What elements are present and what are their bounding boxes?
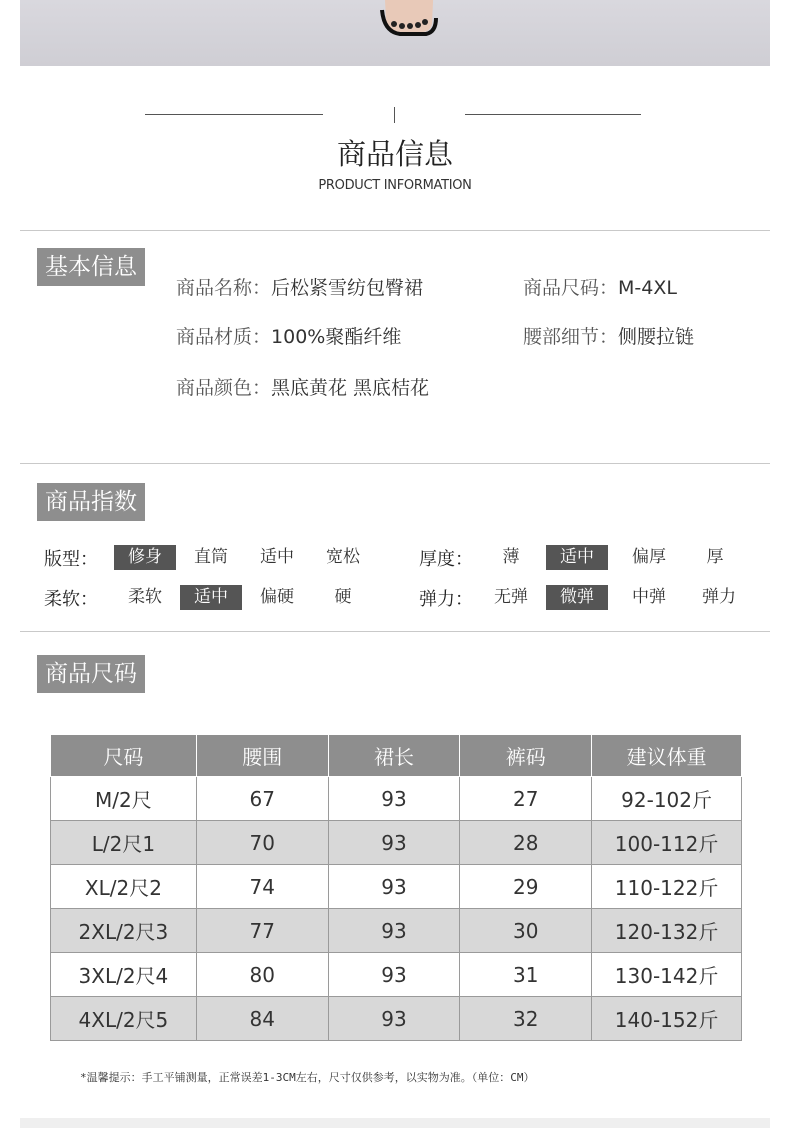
- index-option: 硬: [334, 587, 352, 607]
- size-table: [50, 734, 742, 1041]
- section-subtitle: PRODUCT INFORMATION: [318, 178, 472, 193]
- table-header-cell: 腰围: [196, 735, 328, 777]
- table-cell: 93: [328, 865, 460, 909]
- info-label: 商品材质：: [176, 326, 272, 348]
- table-row: [51, 909, 742, 953]
- info-label: 商品颜色：: [176, 377, 272, 399]
- table-cell: 93: [328, 777, 460, 821]
- index-option: 偏厚: [632, 547, 666, 567]
- table-cell: 4XL/2尺5: [51, 997, 197, 1041]
- info-label: 商品名称：: [176, 277, 272, 299]
- divider: [20, 230, 770, 231]
- table-header-cell: 裤码: [460, 735, 592, 777]
- table-cell: 92-102斤: [592, 777, 742, 821]
- index-option: 弹力: [702, 587, 736, 607]
- info-name: [176, 273, 423, 300]
- table-cell: 93: [328, 909, 460, 953]
- table-cell: 93: [328, 953, 460, 997]
- product-photo-crop: [20, 0, 770, 66]
- info-waist-detail: [523, 322, 694, 349]
- table-cell: 110-122斤: [592, 865, 742, 909]
- info-value: 后松紧雪纺包臀裙: [271, 277, 424, 299]
- info-value: M-4XL: [618, 277, 677, 299]
- info-size: [523, 273, 677, 300]
- table-cell: 2XL/2尺3: [51, 909, 197, 953]
- index-option: 柔软: [128, 587, 162, 607]
- info-value: 侧腰拉链: [618, 326, 695, 348]
- table-cell: 31: [460, 953, 592, 997]
- index-option-selected: 适中: [546, 545, 608, 570]
- table-cell: 27: [460, 777, 592, 821]
- index-label-stretch: 弹力：: [419, 589, 473, 610]
- table-row: [51, 865, 742, 909]
- table-cell: 70: [196, 821, 328, 865]
- size-chart-tag: 商品尺码: [37, 655, 145, 693]
- table-cell: 77: [196, 909, 328, 953]
- index-label-thickness: 厚度：: [419, 549, 473, 570]
- index-option-selected: 适中: [180, 585, 242, 610]
- table-cell: 3XL/2尺4: [51, 953, 197, 997]
- table-row: [51, 821, 742, 865]
- table-header-cell: 尺码: [51, 735, 197, 777]
- index-option: 厚: [706, 547, 724, 567]
- info-label: 商品尺码：: [523, 277, 619, 299]
- info-value: 100%聚酯纤维: [271, 326, 402, 348]
- table-cell: 84: [196, 997, 328, 1041]
- info-material: [176, 322, 401, 349]
- index-option-selected: 修身: [114, 545, 176, 570]
- table-cell: 74: [196, 865, 328, 909]
- table-cell: 32: [460, 997, 592, 1041]
- table-cell: 140-152斤: [592, 997, 742, 1041]
- table-header-row: [51, 735, 742, 777]
- table-cell: XL/2尺2: [51, 865, 197, 909]
- index-option: 宽松: [326, 547, 360, 567]
- product-index-tag: 商品指数: [37, 483, 145, 521]
- index-option: 直筒: [194, 547, 228, 567]
- table-cell: 67: [196, 777, 328, 821]
- header-tick: [394, 107, 395, 123]
- basic-info-tag: 基本信息: [37, 248, 145, 286]
- table-cell: 100-112斤: [592, 821, 742, 865]
- table-header-cell: 裙长: [328, 735, 460, 777]
- index-option: 薄: [502, 547, 520, 567]
- info-label: 腰部细节：: [523, 326, 619, 348]
- sandal-foot-image: [378, 0, 438, 52]
- table-cell: M/2尺: [51, 777, 197, 821]
- footer-band: [20, 1118, 770, 1128]
- index-option-selected: 微弹: [546, 585, 608, 610]
- header-divider-left: [145, 114, 323, 115]
- index-option: 无弹: [494, 587, 528, 607]
- divider: [20, 463, 770, 464]
- index-option: 偏硬: [260, 587, 294, 607]
- table-cell: 120-132斤: [592, 909, 742, 953]
- index-option: 适中: [260, 547, 294, 567]
- table-cell: 93: [328, 997, 460, 1041]
- info-color: [176, 373, 429, 400]
- table-row: [51, 997, 742, 1041]
- table-cell: 29: [460, 865, 592, 909]
- table-header-cell: 建议体重: [592, 735, 742, 777]
- table-cell: L/2尺1: [51, 821, 197, 865]
- table-row: [51, 953, 742, 997]
- header-divider-right: [465, 114, 641, 115]
- divider: [20, 631, 770, 632]
- table-cell: 30: [460, 909, 592, 953]
- section-title: 商品信息: [336, 137, 453, 171]
- measurement-note: *温馨提示：手工平铺测量，正常误差1-3CM左右，尺寸仅供参考，以实物为准。（单位：CM）: [80, 1071, 535, 1084]
- table-cell: 93: [328, 821, 460, 865]
- index-label-fit: 版型：: [44, 549, 98, 570]
- index-option: 中弹: [632, 587, 666, 607]
- index-label-softness: 柔软：: [44, 589, 98, 610]
- table-row: [51, 777, 742, 821]
- table-cell: 130-142斤: [592, 953, 742, 997]
- table-cell: 80: [196, 953, 328, 997]
- table-cell: 28: [460, 821, 592, 865]
- info-value: 黑底黄花 黑底桔花: [271, 377, 430, 399]
